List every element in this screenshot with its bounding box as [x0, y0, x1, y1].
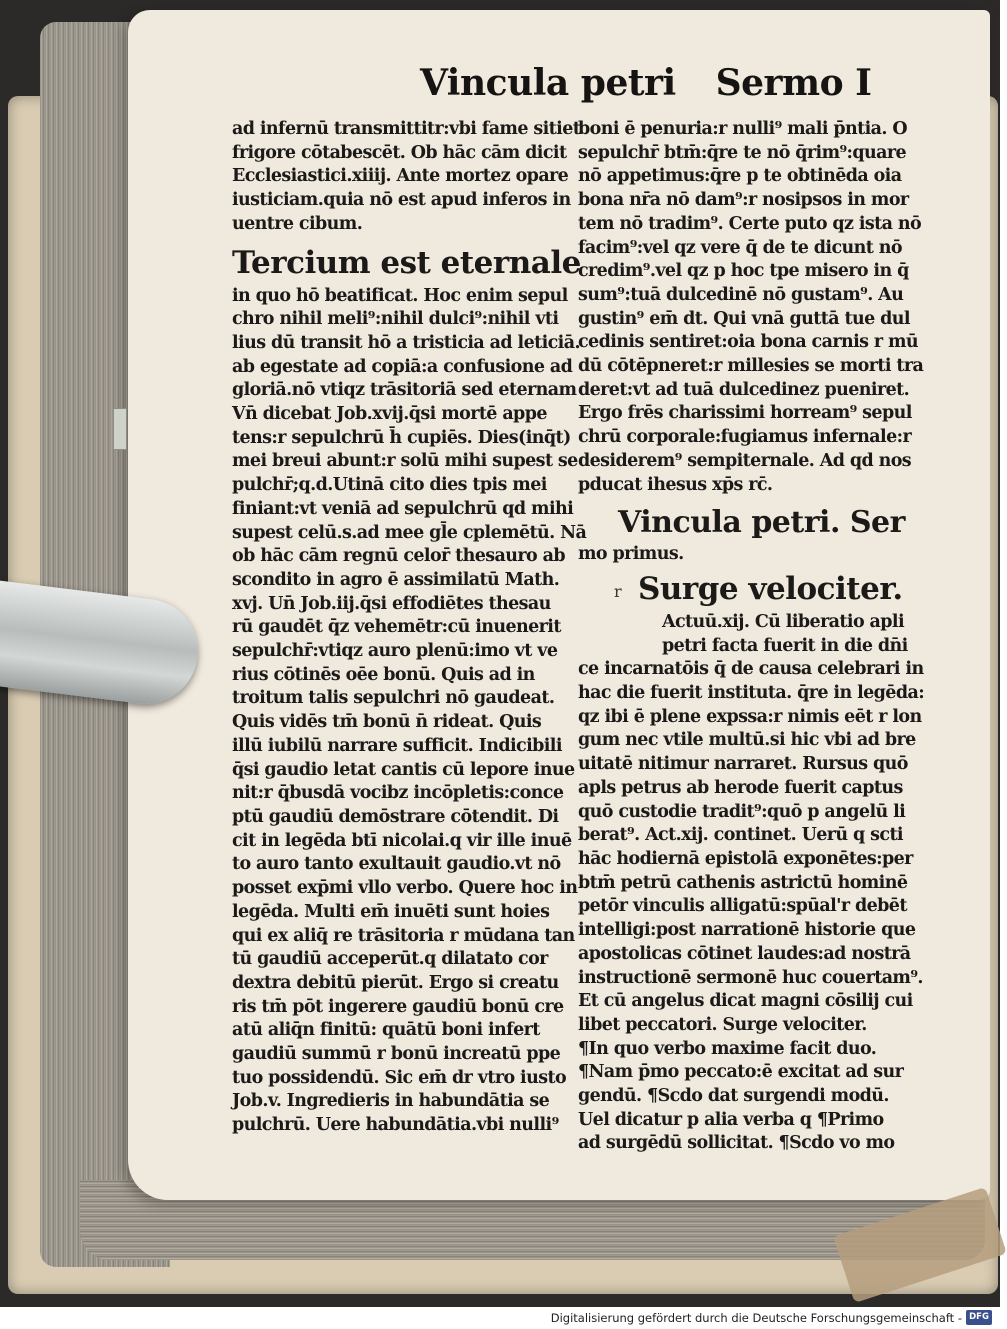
- right-column-indented: [578, 611, 906, 658]
- text-line: frigore cōtabescēt. Ob hāc cām dicit: [232, 142, 567, 163]
- text-line: ¶In quo verbo maxime facit duo.: [578, 1038, 877, 1059]
- text-line: ad surgēdū sollicitat. ¶Scdo vo mo: [578, 1133, 895, 1154]
- running-head: [420, 62, 872, 122]
- text-line: tem nō tradim⁹. Certe puto qz ista nō: [578, 213, 922, 234]
- text-line: gendū. ¶Scdo dat surgendi modū.: [578, 1086, 889, 1107]
- text-line: credim⁹.vel qz p hoc tpe misero in q̄: [578, 261, 909, 282]
- text-line: pulchrū. Uere habundātia.vbi nulli⁹: [232, 1115, 559, 1136]
- text-line: cedinis sentiret:oia bona carnis r mū: [578, 332, 919, 353]
- text-line: ab egestate ad copiā:a confusione ad: [232, 356, 573, 377]
- text-line: uentre cibum.: [232, 213, 363, 234]
- text-line: petōr vinculis alligatū:spūal'r debēt: [578, 896, 907, 917]
- text-line: nit:r q̄busdā vocibz incōpletis:conce: [232, 783, 564, 804]
- text-line: bona nr̄a nō dam⁹:r nosipsos in mor: [578, 190, 909, 211]
- text-line: troitum talis sepulchri nō gaudeat.: [232, 688, 555, 709]
- right-column-subheading: Surge velociter.: [638, 570, 903, 607]
- text-line: dū cōtēpneret:r millesies se morti tra: [578, 356, 924, 377]
- text-line: ad infernū transmittitr:vbi fame sitiet: [232, 119, 581, 139]
- text-line: desiderem⁹ sempiternale. Ad qd nos: [578, 450, 912, 471]
- text-line: Actuū.xij. Cū liberatio apli: [662, 611, 904, 632]
- text-line: in quo hō beatificat. Hoc enim sepul: [232, 285, 568, 306]
- text-line: Job.v. Ingredieris in habundātia se: [232, 1091, 550, 1112]
- text-line: Et cū angelus dicat magni cōsilij cui: [578, 991, 913, 1012]
- text-line: qz ibi ē plene expssa:r nimis eēt r lon: [578, 706, 922, 727]
- left-column-intro: [232, 118, 581, 237]
- text-line: berat⁹. Act.xij. continet. Uerū q scti: [578, 825, 903, 846]
- left-column-body: [232, 285, 587, 1138]
- running-head-sermo: Sermo I: [715, 62, 872, 104]
- text-line: gaudiū summū r bonū increatū ppe: [232, 1044, 561, 1065]
- dfg-logo: DFG: [966, 1310, 992, 1325]
- text-line: ce incarnatōis q̄ de causa celebrari in: [578, 659, 924, 680]
- right-column: [578, 118, 925, 1154]
- text-line: chro nihil meli⁹:nihil dulci⁹:nihil vti: [232, 309, 559, 330]
- left-column: [232, 118, 587, 1136]
- text-line: Uel dicatur p alia verba q ¶Primo: [578, 1109, 884, 1130]
- text-line: sepulchr̄:vtiqz auro plenū:imo vt ve: [232, 641, 558, 662]
- text-line: lius dū transit hō a tristicia ad leticiā.: [232, 332, 580, 353]
- footer-bar: [0, 1307, 1000, 1329]
- text-line: supest celū.s.ad mee gl̄e cplemētū. Nā: [232, 522, 587, 543]
- right-column-heading-cont: mo primus.: [578, 544, 684, 565]
- text-line: quō custodie tradit⁹:quō p angelū li: [578, 801, 906, 822]
- text-line: sepulchr̄ btm̄:q̄re te nō q̄rim⁹:quare: [578, 142, 907, 163]
- text-line: to auro tanto exultauit gaudio.vt nō: [232, 854, 561, 875]
- text-line: finiant:vt veniā ad sepulchrū qd mihi: [232, 498, 574, 519]
- text-line: instructionē sermonē huc couertam⁹.: [578, 967, 923, 988]
- running-head-title: Vincula petri: [420, 62, 676, 104]
- text-line: boni ē penuria:r nulli⁹ mali p̄ntia. O: [578, 119, 908, 139]
- text-line: rū gaudēt q̄z vehemētr:cū inuenerit: [232, 617, 561, 638]
- text-line: posset exp̄mi vllo verbo. Quere hoc in: [232, 878, 578, 899]
- text-line: hāc hodiernā epistolā exponētes:per: [578, 848, 913, 869]
- text-line: scondito in agro ē assimilatū Math.: [232, 569, 560, 590]
- text-line: tū gaudiū acceperūt.q dilatato cor: [232, 949, 548, 970]
- text-line: gustin⁹ em̄ dt. Qui vnā guttā tue dul: [578, 308, 910, 329]
- text-line: Ecclesiastici.xiiij. Ante mortez opare: [232, 166, 569, 187]
- text-line: qui ex aliq̄ re trāsitoria r mūdana tan: [232, 925, 575, 946]
- text-line: intelligi:post narrationē historie que: [578, 920, 916, 941]
- left-column-heading: Tercium est eternale: [232, 244, 581, 281]
- text-line: ¶Nam p̄mo peccato:ē excitat ad sur: [578, 1062, 904, 1083]
- text-line: ob hāc cām regnū celor̄ thesauro ab: [232, 546, 565, 567]
- text-line: legēda. Multi em̄ inuēti sunt hoies: [232, 901, 550, 922]
- text-line: facim⁹:vel qz vere q̄ de te dicunt nō: [578, 237, 902, 258]
- right-column-intro: [578, 118, 924, 497]
- text-line: pulchr̄;q.d.Utinā cito dies tpis mei: [232, 475, 547, 496]
- initial-letter-guide: r: [614, 582, 622, 601]
- text-line: hac die fuerit instituta. q̄re in legēda:: [578, 683, 925, 704]
- text-line: tens:r sepulchrū h̄ cupiēs. Dies(inq̄t): [232, 427, 571, 448]
- text-line: iusticiam.quia nō est apud inferos in: [232, 190, 571, 211]
- text-line: mei breui abunt:r solū mihi supest se: [232, 451, 578, 472]
- text-line: btm̄ petrū cathenis astrictū hominē: [578, 872, 908, 893]
- bookmark-tab: [113, 408, 127, 450]
- text-line: apostolicas cōtinet laudes:ad nostrā: [578, 943, 911, 964]
- text-line: libet peccatori. Surge velociter.: [578, 1014, 867, 1035]
- text-line: sum⁹:tuā dulcedinē nō gustam⁹. Au: [578, 284, 904, 305]
- text-line: ptū gaudiū demōstrare cōtendit. Di: [232, 806, 559, 827]
- text-line: pducat ihesus xp̄s rc̄.: [578, 474, 773, 495]
- text-line: ris tm̄ pōt ingerere gaudiū bonū cre: [232, 996, 564, 1017]
- text-line: q̄si gaudio letat cantis cū lepore inue: [232, 759, 575, 780]
- text-line: atū aliq̄n finitū: quātū boni infert: [232, 1020, 540, 1041]
- text-line: uitatē nitimur narraret. Rursus quō: [578, 754, 908, 775]
- text-line: gum nec vtile multū.si hic vbi ad bre: [578, 730, 916, 751]
- text-line: Ergo frēs charissimi horream⁹ sepul: [578, 403, 912, 424]
- text-line: dextra debitū pierūt. Ergo si creatu: [232, 972, 559, 993]
- text-line: illū iubilū narrare sufficit. Indicibili: [232, 735, 562, 756]
- right-column-heading: Vincula petri. Ser: [618, 505, 905, 541]
- text-line: deret:vt ad tuā dulcedinez pueniret.: [578, 379, 910, 400]
- right-column-body: [578, 658, 925, 1156]
- text-line: rius cōtinēs oēe bonū. Quis ad in: [232, 664, 535, 685]
- text-line: tuo possidendū. Sic em̄ dr vtro iusto: [232, 1067, 567, 1088]
- text-line: Vn̄ dicebat Job.xvij.q̄si mortē appe: [232, 404, 547, 425]
- text-line: xvj. Un̄ Job.iij.q̄si effodiētes thesau: [232, 593, 551, 614]
- text-line: cit in legēda btī nicolai.q vir ille inuē: [232, 830, 572, 851]
- text-line: Quis vidēs tm̄ bonū n̄ rideat. Quis: [232, 712, 542, 733]
- text-line: nō appetimus:q̄re p te obtinēda oia: [578, 166, 902, 187]
- text-line: gloriā.nō vtiqz trāsitoriā sed eternam: [232, 380, 577, 401]
- text-line: petri facta fuerit in die dn̄i: [662, 635, 908, 656]
- text-line: apls petrus ab herode fuerit captus: [578, 777, 903, 798]
- text-line: chrū corporale:fugiamus infernale:r: [578, 427, 912, 448]
- footer-credit: Digitalisierung gefördert durch die Deutsche Forschungsgemeinschaft -: [550, 1311, 962, 1325]
